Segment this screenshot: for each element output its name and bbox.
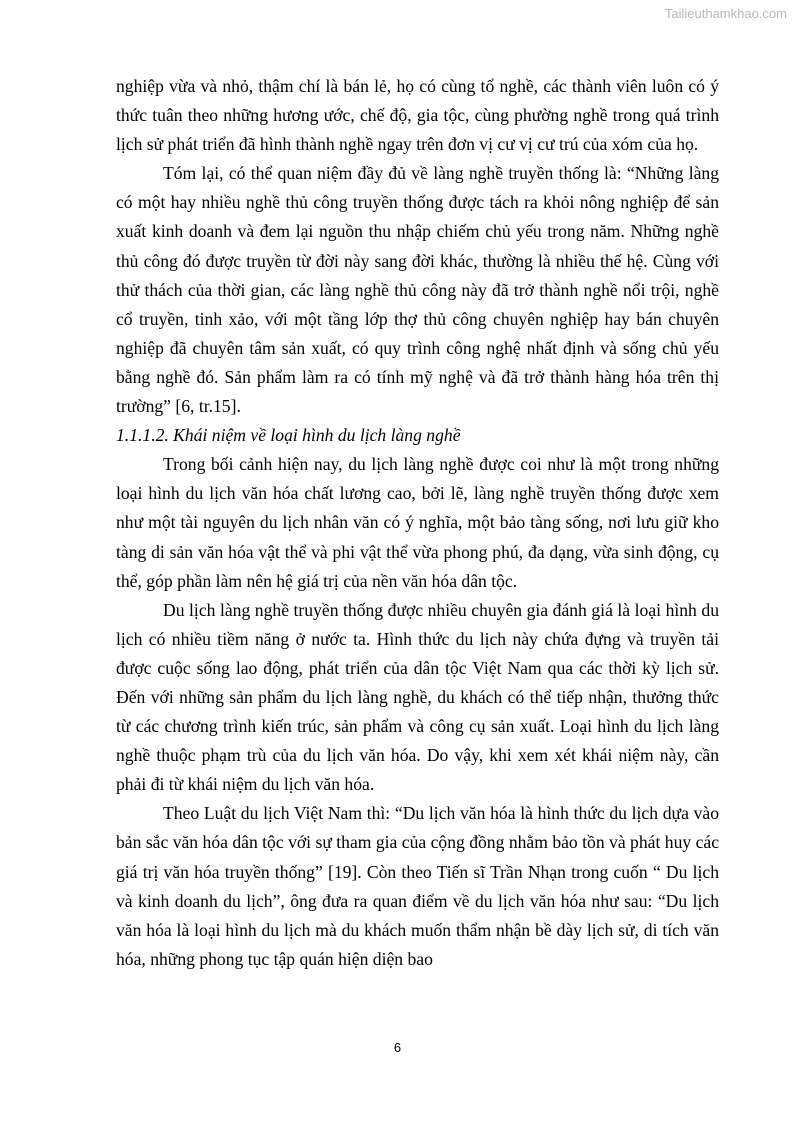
watermark-text: Tailieuthamkhao.com [664, 6, 787, 21]
paragraph-context: Trong bối cảnh hiện nay, du lịch làng nghề được coi như là một trong những loại hình du lịch văn hóa chất lương cao, bởi lẽ, làng nghề truyền thống được xem như một tài nguyên du lịch nhân văn có ý nghĩa, một bảo tàng sống, nơi lưu giữ kho tàng di sản văn hóa vật thể và phi vật thể vừa phong phú, đa dạng, vừa sinh động, cụ thể, góp phần làm nên hệ giá trị của nền văn hóa dân tộc. [116, 454, 719, 591]
paragraph-potential: Du lịch làng nghề truyền thống được nhiều chuyên gia đánh giá là loại hình du lịch có nhiều tiềm năng ở nước ta. Hình thức du lịch này chứa đựng và truyền tải được cuộc sống lao động, phát triển của dân tộc Việt Nam qua các thời kỳ lịch sử. Đến với những sản phẩm du lịch làng nghề, du khách có thể tiếp nhận, thưởng thức từ các chương trình kiến trúc, sản phẩm và công cụ sản xuất. Loại hình du lịch làng nghề thuộc phạm trù của du lịch văn hóa. Do vậy, khi xem xét khái niệm này, cần phải đi từ khái niệm du lịch văn hóa. [116, 599, 719, 795]
paragraph-craft-village-definition: Tóm lại, có thể quan niệm đầy đủ về làng nghề truyền thống là: “Những làng có một hay nhiều nghề thủ công truyền thống được tách ra khỏi nông nghiệp để sản xuất kinh doanh và đem lại nguồn thu nhập chiếm chủ yếu trong năm. Những nghề thủ công đó được truyền từ đời này sang đời khác, thường là nhiều thế hệ. Cùng với thử thách của thời gian, các làng nghề thủ công này đã trở thành nghề nổi trội, nghề cổ truyền, tinh xảo, với một tầng lớp thợ thủ công chuyên nghiệp hay bán chuyên nghiệp đã chuyên tâm sản xuất, có quy trình công nghệ nhất định và sống chủ yếu bằng nghề đó. Sản phẩm làm ra có tính mỹ nghệ và đã trở thành hàng hóa trên thị trường” [6, tr.15]. [116, 163, 719, 417]
section-heading: 1.1.1.2. Khái niệm về loại hình du lịch làng nghề [116, 425, 461, 446]
page-number: 6 [393, 1040, 402, 1055]
paragraph-law-definition: Theo Luật du lịch Việt Nam thì: “Du lịch văn hóa là hình thức du lịch dựa vào bản sắc văn hóa dân tộc với sự tham gia của cộng đồng nhằm bảo tồn và phát huy các giá trị văn hóa truyền thống” [19]. Còn theo Tiến sĩ Trần Nhạn trong cuốn “ Du lịch và kinh doanh du lịch”, ông đưa ra quan điểm về du lịch văn hóa như sau: “Du lịch văn hóa là loại hình du lịch mà du khách muốn thẩm nhận bề dày lịch sử, di tích văn hóa, những phong tục tập quán hiện diện bao [116, 803, 719, 969]
document-body [116, 72, 719, 974]
paragraph-continuation: nghiệp vừa và nhỏ, thậm chí là bán lẻ, họ có cùng tổ nghề, các thành viên luôn có ý thức tuân theo những hương ước, chế độ, gia tộc, cùng phường nghề trong quá trình lịch sử phát triển đã hình thành nghề ngay trên đơn vị cư vị cư trú của xóm của họ. [116, 76, 719, 155]
